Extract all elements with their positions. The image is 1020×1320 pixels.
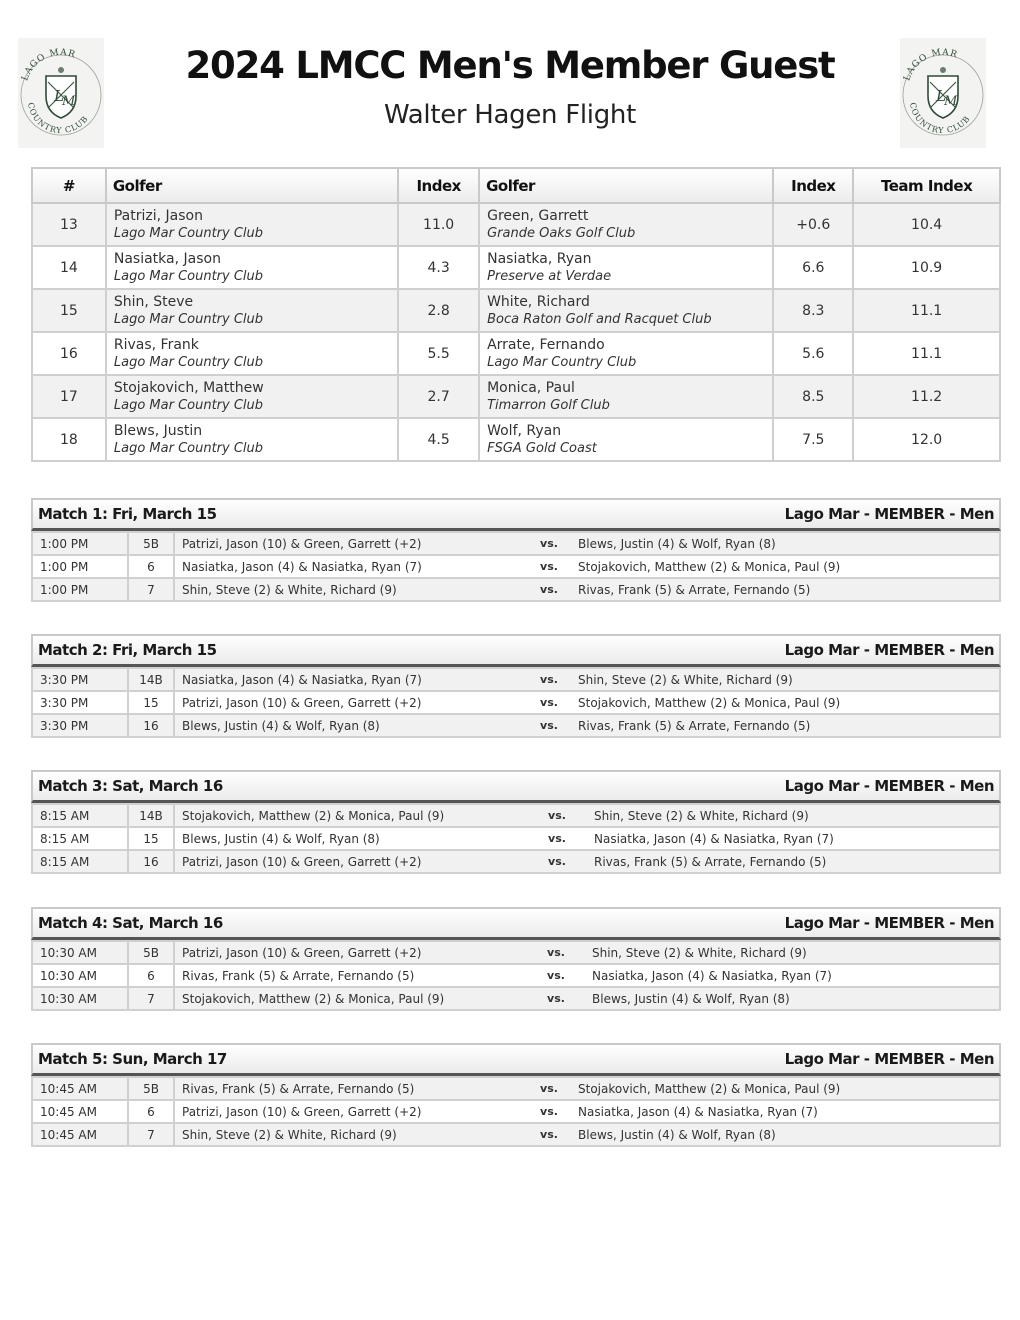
guest-club: Preserve at Verdae [487,269,612,284]
team-index: 10.4 [853,203,1000,246]
match-row [32,850,1000,873]
col-header-index-1: Index [398,168,479,203]
tee-time: 8:15 AM [32,850,128,873]
starting-hole: 7 [128,578,174,601]
versus-label: vs. [527,1100,571,1123]
starting-hole: 7 [128,987,174,1010]
golfer-name: Stojakovich, Matthew [113,380,264,396]
golfer-index: 2.8 [398,289,479,332]
golfer-club: Lago Mar Country Club [113,441,264,456]
tee-time: 1:00 PM [32,532,128,555]
tee-time: 3:30 PM [32,691,128,714]
match-row [32,555,1000,578]
golfer-club: Lago Mar Country Club [113,269,264,284]
match-row [32,668,1000,691]
svg-text:LAGO MAR: LAGO MAR [20,47,78,83]
team-index: 12.0 [853,418,1000,461]
team-two: Rivas, Frank (5) & Arrate, Fernando (5) [587,850,1000,873]
teams-table [31,167,1001,462]
versus-label: vs. [527,555,571,578]
team-two: Rivas, Frank (5) & Arrate, Fernando (5) [571,714,1000,737]
golfer-index: 4.3 [398,246,479,289]
golfer-name: Rivas, Frank [113,337,199,353]
versus-label: vs. [527,691,571,714]
team-two: Rivas, Frank (5) & Arrate, Fernando (5) [571,578,1000,601]
guest-name: Green, Garrett [487,208,589,224]
match-row [32,987,1000,1010]
match-row [32,827,1000,850]
team-one: Blews, Justin (4) & Wolf, Ryan (8) [174,714,527,737]
match-row [32,578,1000,601]
match-header [31,770,1001,803]
team-row [32,418,1000,461]
match-row [32,691,1000,714]
svg-text:M: M [944,94,958,109]
tee-time: 1:00 PM [32,555,128,578]
guest-index: 8.3 [773,289,853,332]
golfer-index: 4.5 [398,418,479,461]
guest-club: Timarron Golf Club [487,398,610,413]
team-row [32,203,1000,246]
starting-hole: 15 [128,691,174,714]
golfer-cell [106,418,398,461]
teams-header-row [32,168,1000,203]
team-one: Patrizi, Jason (10) & Green, Garrett (+2) [174,941,527,964]
guest-name: Monica, Paul [487,380,575,396]
team-two: Blews, Justin (4) & Wolf, Ryan (8) [585,987,1000,1010]
team-number: 17 [32,375,106,418]
golfer-name: Blews, Justin [113,423,203,439]
team-one: Patrizi, Jason (10) & Green, Garrett (+2) [174,691,527,714]
col-header-number: # [32,168,106,203]
match-tag: Lago Mar - MEMBER - Men [784,1050,994,1068]
team-one: Shin, Steve (2) & White, Richard (9) [174,578,527,601]
team-one: Rivas, Frank (5) & Arrate, Fernando (5) [174,1077,527,1100]
team-two: Shin, Steve (2) & White, Richard (9) [585,941,1000,964]
team-number: 14 [32,246,106,289]
match-row [32,1077,1000,1100]
versus-label: vs. [527,532,571,555]
tee-time: 10:45 AM [32,1123,128,1146]
golfer-cell [106,246,398,289]
match-tag: Lago Mar - MEMBER - Men [784,505,994,523]
team-one: Rivas, Frank (5) & Arrate, Fernando (5) [174,964,527,987]
guest-cell [479,418,773,461]
team-one: Patrizi, Jason (10) & Green, Garrett (+2) [174,1100,527,1123]
team-one: Patrizi, Jason (10) & Green, Garrett (+2) [174,850,527,873]
match-table [31,531,1001,602]
page-subtitle: Walter Hagen Flight [384,100,636,130]
team-two: Stojakovich, Matthew (2) & Monica, Paul (9) [571,555,1000,578]
versus-label: vs. [527,987,585,1010]
match-block [31,634,1001,738]
guest-club: Lago Mar Country Club [487,355,637,370]
page-title: 2024 LMCC Men's Member Guest [185,44,835,87]
col-header-index-2: Index [773,168,853,203]
tee-time: 10:45 AM [32,1100,128,1123]
team-two: Shin, Steve (2) & White, Richard (9) [587,804,1000,827]
guest-index: 8.5 [773,375,853,418]
match-row [32,1123,1000,1146]
team-number: 18 [32,418,106,461]
col-header-golfer-2: Golfer [479,168,773,203]
match-block [31,770,1001,874]
versus-label: vs. [527,578,571,601]
guest-index: 7.5 [773,418,853,461]
golfer-club: Lago Mar Country Club [113,312,264,327]
guest-index: +0.6 [773,203,853,246]
versus-label: vs. [527,850,587,873]
team-row [32,246,1000,289]
golfer-index: 5.5 [398,332,479,375]
match-title: Match 2: Fri, March 15 [38,641,217,659]
match-title: Match 1: Fri, March 15 [38,505,217,523]
golfer-cell [106,375,398,418]
match-block [31,1043,1001,1147]
starting-hole: 7 [128,1123,174,1146]
guest-club: Boca Raton Golf and Racquet Club [487,312,712,327]
svg-text:L: L [936,87,946,105]
match-row [32,1100,1000,1123]
team-one: Stojakovich, Matthew (2) & Monica, Paul (9) [174,987,527,1010]
match-row [32,804,1000,827]
starting-hole: 6 [128,964,174,987]
guest-club: Grande Oaks Golf Club [487,226,636,241]
match-table [31,940,1001,1011]
team-number: 16 [32,332,106,375]
team-two: Stojakovich, Matthew (2) & Monica, Paul (9) [571,691,1000,714]
versus-label: vs. [527,804,587,827]
match-tag: Lago Mar - MEMBER - Men [784,641,994,659]
tee-time: 10:30 AM [32,987,128,1010]
team-two: Shin, Steve (2) & White, Richard (9) [571,668,1000,691]
col-header-team-index: Team Index [853,168,1000,203]
match-block [31,907,1001,1011]
match-header [31,907,1001,940]
guest-name: White, Richard [487,294,590,310]
team-two: Nasiatka, Jason (4) & Nasiatka, Ryan (7) [587,827,1000,850]
guest-name: Nasiatka, Ryan [487,251,592,267]
match-row [32,964,1000,987]
guest-cell [479,375,773,418]
guest-name: Wolf, Ryan [487,423,562,439]
svg-text:L: L [54,87,64,105]
golfer-cell [106,289,398,332]
match-row [32,714,1000,737]
golfer-cell [106,332,398,375]
tee-time: 1:00 PM [32,578,128,601]
tee-time: 8:15 AM [32,827,128,850]
starting-hole: 5B [128,1077,174,1100]
starting-hole: 15 [128,827,174,850]
tee-time: 10:30 AM [32,964,128,987]
team-two: Blews, Justin (4) & Wolf, Ryan (8) [571,532,1000,555]
guest-cell [479,289,773,332]
golfer-name: Patrizi, Jason [113,208,203,224]
tee-time: 3:30 PM [32,714,128,737]
versus-label: vs. [527,827,587,850]
team-two: Nasiatka, Jason (4) & Nasiatka, Ryan (7) [585,964,1000,987]
team-one: Stojakovich, Matthew (2) & Monica, Paul (9) [174,804,527,827]
guest-club: FSGA Gold Coast [487,441,597,456]
versus-label: vs. [527,964,585,987]
starting-hole: 14B [128,804,174,827]
versus-label: vs. [527,1123,571,1146]
match-title: Match 3: Sat, March 16 [38,777,223,795]
team-one: Shin, Steve (2) & White, Richard (9) [174,1123,527,1146]
match-header [31,498,1001,531]
golfer-club: Lago Mar Country Club [113,355,264,370]
match-title: Match 4: Sat, March 16 [38,914,223,932]
guest-index: 6.6 [773,246,853,289]
match-table [31,1076,1001,1147]
match-header [31,634,1001,667]
svg-text:COUNTRY CLUB: COUNTRY CLUB [907,101,973,136]
team-two: Blews, Justin (4) & Wolf, Ryan (8) [571,1123,1000,1146]
team-index: 11.2 [853,375,1000,418]
match-title: Match 5: Sun, March 17 [38,1050,227,1068]
starting-hole: 6 [128,1100,174,1123]
team-index: 11.1 [853,289,1000,332]
guest-cell [479,332,773,375]
team-number: 13 [32,203,106,246]
team-one: Nasiatka, Jason (4) & Nasiatka, Ryan (7) [174,668,527,691]
match-tag: Lago Mar - MEMBER - Men [784,777,994,795]
match-row [32,941,1000,964]
starting-hole: 16 [128,714,174,737]
team-one: Patrizi, Jason (10) & Green, Garrett (+2) [174,532,527,555]
col-header-golfer-1: Golfer [106,168,398,203]
guest-index: 5.6 [773,332,853,375]
starting-hole: 14B [128,668,174,691]
starting-hole: 6 [128,555,174,578]
starting-hole: 5B [128,532,174,555]
guest-cell [479,246,773,289]
match-header [31,1043,1001,1076]
guest-name: Arrate, Fernando [487,337,605,353]
starting-hole: 5B [128,941,174,964]
svg-text:COUNTRY CLUB: COUNTRY CLUB [25,101,91,136]
golfer-name: Shin, Steve [113,294,194,310]
golfer-club: Lago Mar Country Club [113,226,264,241]
versus-label: vs. [527,668,571,691]
golfer-cell [106,203,398,246]
match-table [31,803,1001,874]
team-one: Nasiatka, Jason (4) & Nasiatka, Ryan (7) [174,555,527,578]
team-index: 11.1 [853,332,1000,375]
team-one: Blews, Justin (4) & Wolf, Ryan (8) [174,827,527,850]
team-row [32,332,1000,375]
tee-time: 10:30 AM [32,941,128,964]
team-index: 10.9 [853,246,1000,289]
tee-time: 8:15 AM [32,804,128,827]
svg-text:LAGO MAR: LAGO MAR [902,47,960,83]
team-number: 15 [32,289,106,332]
starting-hole: 16 [128,850,174,873]
golfer-index: 2.7 [398,375,479,418]
versus-label: vs. [527,1077,571,1100]
tee-time: 10:45 AM [32,1077,128,1100]
versus-label: vs. [527,714,571,737]
match-tag: Lago Mar - MEMBER - Men [784,914,994,932]
versus-label: vs. [527,941,585,964]
match-table [31,667,1001,738]
team-two: Stojakovich, Matthew (2) & Monica, Paul (9) [571,1077,1000,1100]
svg-text:M: M [62,94,76,109]
match-block [31,498,1001,602]
golfer-index: 11.0 [398,203,479,246]
guest-cell [479,203,773,246]
tee-time: 3:30 PM [32,668,128,691]
team-two: Nasiatka, Jason (4) & Nasiatka, Ryan (7) [571,1100,1000,1123]
golfer-club: Lago Mar Country Club [113,398,264,413]
team-row [32,375,1000,418]
match-row [32,532,1000,555]
team-row [32,289,1000,332]
golfer-name: Nasiatka, Jason [113,251,221,267]
